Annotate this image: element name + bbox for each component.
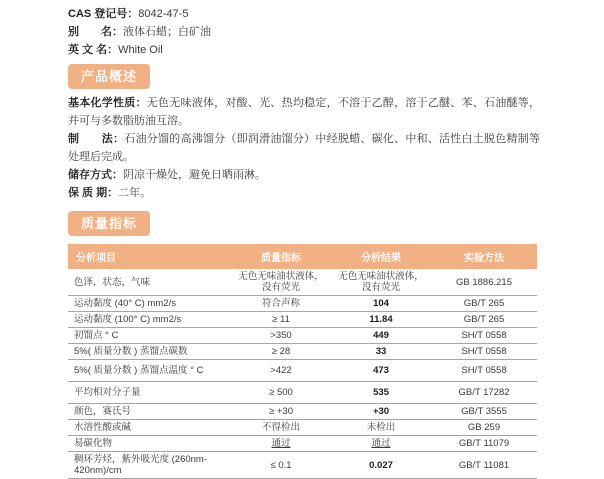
cell-spec: >350 <box>231 328 331 344</box>
cell-result: 无色无味油状液体，没有荧光 <box>331 269 431 296</box>
column-header-quality-spec: 质量指标 <box>231 244 331 269</box>
cell-method: GB/T 265 <box>431 312 537 328</box>
cell-method: GB 1886.215 <box>431 269 537 296</box>
property-text: 无色无味液体，对酸、光、热均稳定，不溶于乙醇，溶于乙醚、苯、石油醚等，并可与多数脂肪油互溶。 <box>68 97 541 127</box>
property-production-method <box>68 130 540 166</box>
cell-spec: ≤ 0.1 <box>231 452 331 479</box>
cell-result: +30 <box>331 404 431 420</box>
cell-item: 颜色，赛氏号 <box>68 404 231 420</box>
cell-item: 运动黏度 (100° C) mm2/s <box>68 312 231 328</box>
cell-spec: ≥ +30 <box>231 404 331 420</box>
alias-line <box>68 23 540 41</box>
cell-method: GB/T 17282 <box>431 382 537 404</box>
cell-result: 未检出 <box>331 420 431 436</box>
cell-item: 5%( 质量分数 ) 蒸馏点碳数 <box>68 344 231 360</box>
cell-result: 0.027 <box>331 452 431 479</box>
table-row <box>68 344 537 360</box>
cell-method: SH/T 0558 <box>431 360 537 382</box>
overview-section <box>68 94 540 202</box>
section-title-quality-indicators: 质量指标 <box>68 211 150 236</box>
cell-spec: 无色无味油状液体，没有荧光 <box>231 269 331 296</box>
cell-item: 色泽，状态，气味 <box>68 269 231 296</box>
property-label: 保 质 期： <box>68 187 119 199</box>
cell-result: 449 <box>331 328 431 344</box>
table-row <box>68 452 537 479</box>
table-row <box>68 269 537 296</box>
property-storage <box>68 166 540 184</box>
cell-method: GB/T 265 <box>431 296 537 312</box>
cell-result: 104 <box>331 296 431 312</box>
cell-method: SH/T 0558 <box>431 344 537 360</box>
quality-indicators-table <box>68 244 537 479</box>
property-label: 储存方式： <box>68 169 123 181</box>
cas-number-line <box>68 5 540 23</box>
cell-item: 稠环芳烃，紫外吸光度 (260nm-420nm)/cm <box>68 452 231 479</box>
cell-spec: ≥ 500 <box>231 382 331 404</box>
table-row <box>68 328 537 344</box>
cell-item: 易碳化物 <box>68 436 231 452</box>
cell-item: 5%( 质量分数 ) 蒸馏点温度 ° C <box>68 360 231 382</box>
cell-item: 运动黏度 (40° C) mm2/s <box>68 296 231 312</box>
property-shelf-life <box>68 184 540 202</box>
table-row <box>68 436 537 452</box>
cell-spec: ≥ 28 <box>231 344 331 360</box>
alias-label: 别 名： <box>68 26 123 38</box>
cell-item: 初馏点 ° C <box>68 328 231 344</box>
property-text: 二年。 <box>118 187 152 199</box>
table-row <box>68 360 537 382</box>
cell-result: 535 <box>331 382 431 404</box>
cell-result: 通过 <box>331 436 431 452</box>
table-row <box>68 404 537 420</box>
property-text: 阴凉干燥处，避免日晒雨淋。 <box>123 169 266 181</box>
section-title-product-overview: 产品概述 <box>68 64 150 89</box>
table-row <box>68 420 537 436</box>
cell-spec: 通过 <box>231 436 331 452</box>
cell-spec: 符合声称 <box>231 296 331 312</box>
property-label: 基本化学性质： <box>68 97 147 109</box>
property-label: 制 法： <box>68 133 125 145</box>
cell-method: SH/T 0558 <box>431 328 537 344</box>
table-header <box>68 244 537 269</box>
property-basic-chemistry <box>68 94 540 130</box>
cell-result: 473 <box>331 360 431 382</box>
cell-method: GB/T 3555 <box>431 404 537 420</box>
property-text: 石油分馏的高沸馏分（即润滑油馏分）中经脱蜡、碳化、中和、活性白土脱色精制等处理后完成。 <box>68 133 541 163</box>
cell-method: GB 259 <box>431 420 537 436</box>
product-info-block <box>68 5 540 59</box>
table-row <box>68 312 537 328</box>
table-header-row <box>68 244 537 269</box>
column-header-test-method: 实验方法 <box>431 244 537 269</box>
cell-method: GB/T 11081 <box>431 452 537 479</box>
cell-result: 11.84 <box>331 312 431 328</box>
table-row <box>68 382 537 404</box>
cas-number-label: CAS 登记号： <box>68 8 139 20</box>
cell-item: 平均相对分子量 <box>68 382 231 404</box>
english-name-value: White Oil <box>118 44 163 56</box>
english-name-line <box>68 41 540 59</box>
cas-number-value: 8042-47-5 <box>138 8 189 20</box>
table-row <box>68 296 537 312</box>
cell-spec: 不得检出 <box>231 420 331 436</box>
cell-method: GB/T 11079 <box>431 436 537 452</box>
cell-spec: ≥ 11 <box>231 312 331 328</box>
column-header-analysis-result: 分析结果 <box>331 244 431 269</box>
cell-spec: >422 <box>231 360 331 382</box>
cell-result: 33 <box>331 344 431 360</box>
cell-item: 水溶性酸或碱 <box>68 420 231 436</box>
column-header-analysis-item: 分析项目 <box>68 244 231 269</box>
english-name-label: 英 文 名： <box>68 44 119 56</box>
alias-value: 液体石蜡；白矿油 <box>123 26 211 38</box>
